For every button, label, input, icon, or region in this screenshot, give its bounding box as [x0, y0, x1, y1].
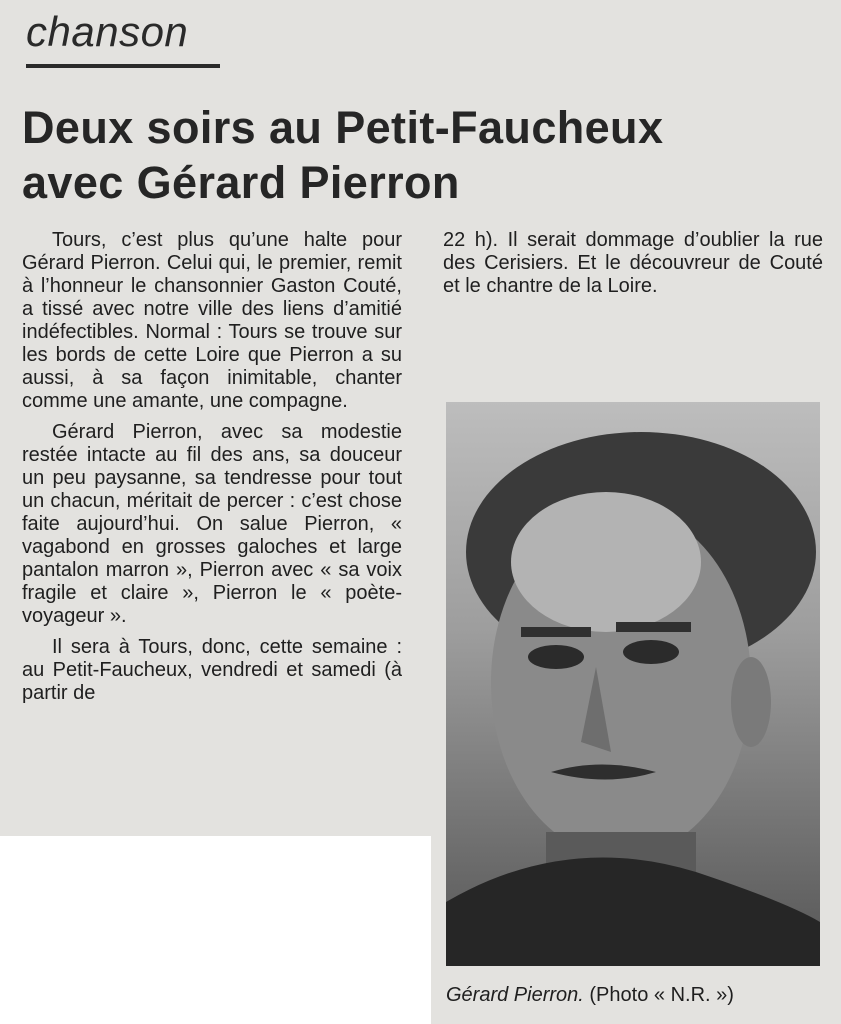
- article-column-left: [22, 229, 402, 713]
- clipping-cutaway: [0, 836, 431, 1024]
- article-paragraph-2: Gérard Pierron, avec sa modestie restée intacte au fil des ans, sa douceur un peu paysanne, sa tendresse pour tout un chacun, méritait de percer : c’est chose faite aujourd’hui. On salue Pierron, « vagabond en grosses galoches et large pantalon marron », Pierron avec « sa voix fragile et claire », Pierron le « poète-voyageur ».: [22, 421, 402, 627]
- article-paragraph-4: 22 h). Il serait dommage d’oublier la rue des Cerisiers. Et le découvreur de Couté et le chantre de la Loire.: [443, 229, 823, 297]
- headline-line-1: Deux soirs au Petit-Faucheux: [22, 102, 664, 153]
- article-column-right: [443, 229, 823, 306]
- article-paragraph-3: Il sera à Tours, donc, cette semaine : au Petit-Faucheux, vendredi et samedi (à partir de: [22, 636, 402, 704]
- article-paragraph-1: Tours, c’est plus qu’une halte pour Gérard Pierron. Celui qui, le premier, remit à l’honneur le chansonnier Gaston Couté, a tissé avec notre ville des liens d’amitié indéfectibles. Normal : Tours se trouve sur les bords de cette Loire que Pierron a su aussi, à sa façon inimitable, chanter comme une amante, une compagne.: [22, 229, 402, 412]
- photo-caption: [446, 984, 826, 1007]
- rubric-underline: [26, 64, 220, 68]
- headline: [22, 100, 832, 210]
- rubric-label: chanson: [26, 8, 189, 55]
- caption-credit: (Photo « N.R. »): [583, 984, 734, 1006]
- portrait-photo: [446, 402, 820, 966]
- headline-line-2: avec Gérard Pierron: [22, 157, 460, 208]
- portrait-illustration: [446, 402, 820, 966]
- caption-name: Gérard Pierron.: [446, 984, 584, 1006]
